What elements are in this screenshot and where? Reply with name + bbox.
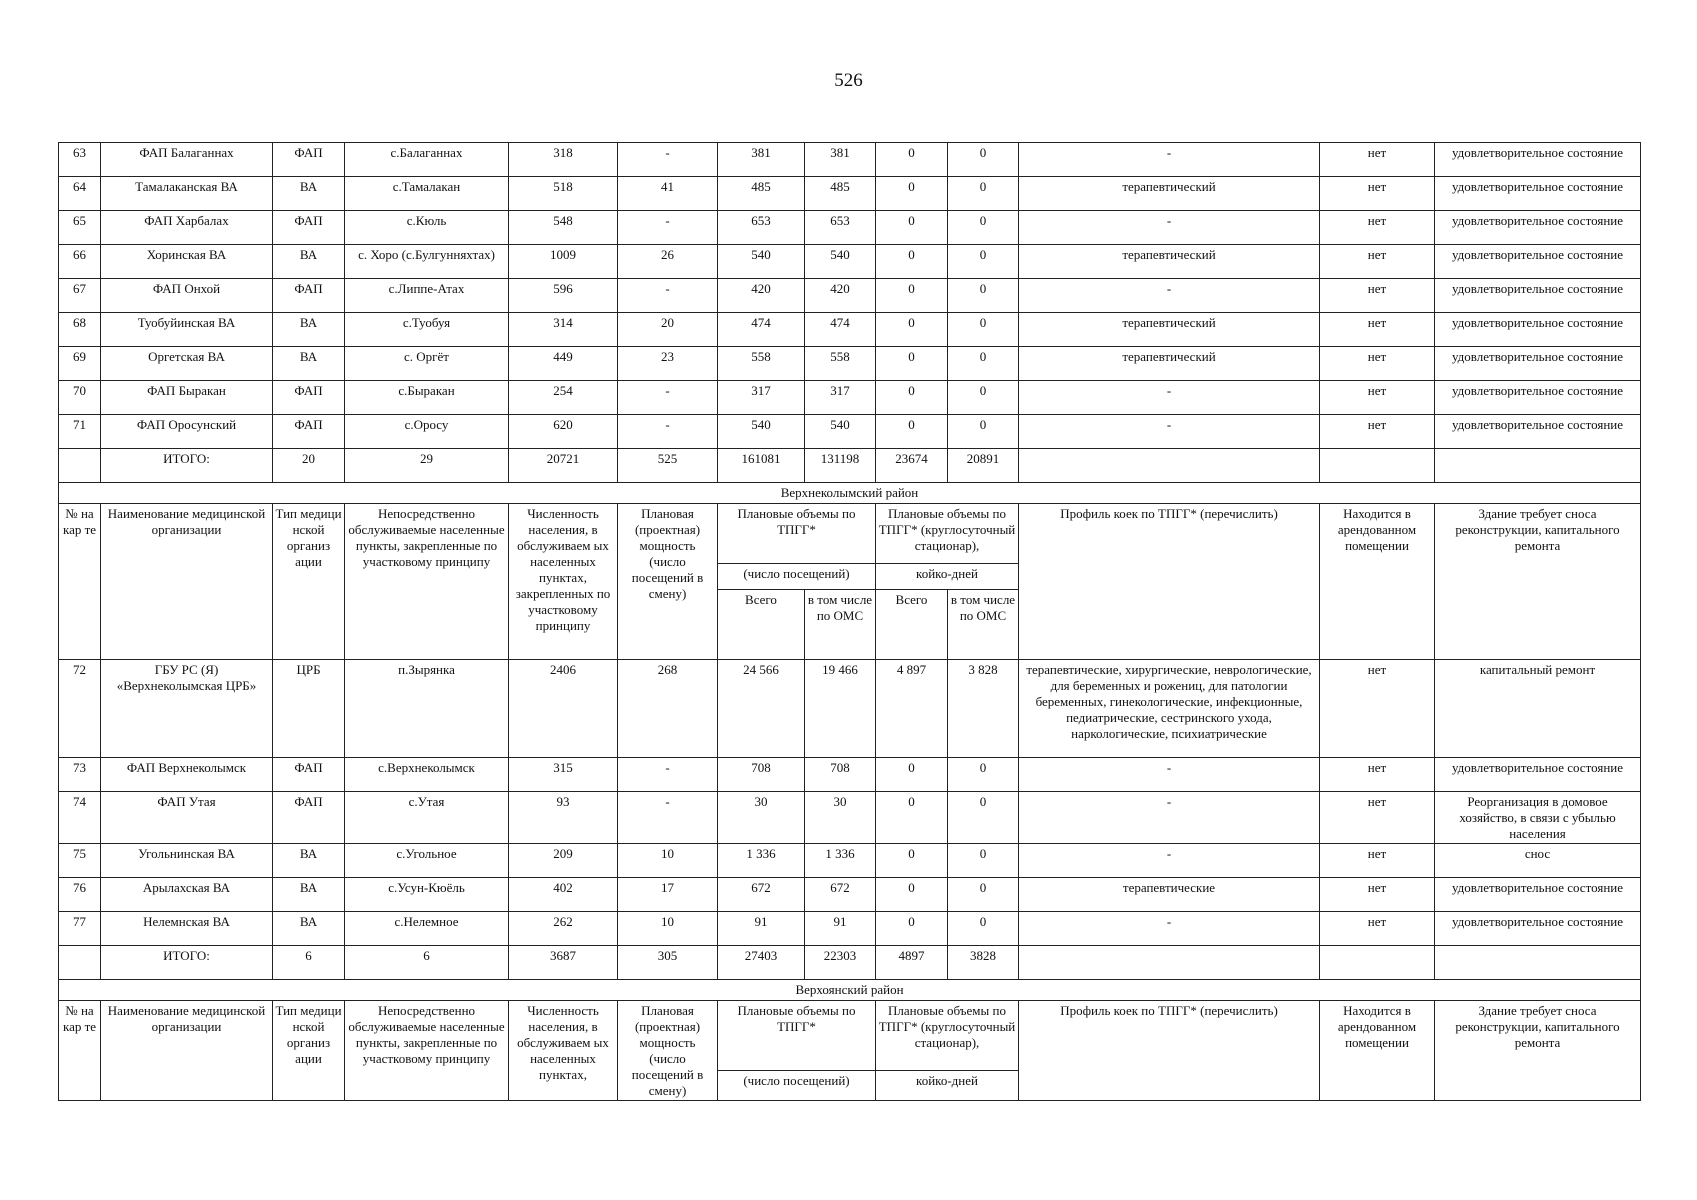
bed-days-oms: 0 bbox=[948, 211, 1019, 245]
bed-profile: терапевтический bbox=[1019, 347, 1320, 381]
bed-days-oms: 0 bbox=[948, 279, 1019, 313]
capacity: 10 bbox=[618, 912, 718, 946]
table-row bbox=[59, 660, 1641, 758]
visits-total: 540 bbox=[718, 415, 805, 449]
bed-days-oms: 0 bbox=[948, 313, 1019, 347]
organization-type: ЦРБ bbox=[273, 660, 345, 758]
table-row bbox=[59, 912, 1641, 946]
settlement: с.Быракан bbox=[345, 381, 509, 415]
organization-type: ВА bbox=[273, 912, 345, 946]
settlement: с.Кюль bbox=[345, 211, 509, 245]
col-header-type: Тип медици нской организ ации bbox=[273, 1001, 345, 1101]
population: 2406 bbox=[509, 660, 618, 758]
capacity: - bbox=[618, 143, 718, 177]
population: 315 bbox=[509, 758, 618, 792]
empty-cell bbox=[1435, 449, 1641, 483]
organization-name: Туобуйинская ВА bbox=[101, 313, 273, 347]
settlement: с.Оросу bbox=[345, 415, 509, 449]
rented-flag: нет bbox=[1320, 912, 1435, 946]
rented-flag: нет bbox=[1320, 279, 1435, 313]
total-bed-days: 23674 bbox=[876, 449, 948, 483]
total-visits: 27403 bbox=[718, 946, 805, 980]
visits-total: 708 bbox=[718, 758, 805, 792]
district-row bbox=[59, 980, 1641, 1001]
row-number: 64 bbox=[59, 177, 101, 211]
visits-oms: 19 466 bbox=[805, 660, 876, 758]
building-status: удовлетворительное состояние bbox=[1435, 313, 1641, 347]
table-row bbox=[59, 758, 1641, 792]
settlement: с.Липпе-Атах bbox=[345, 279, 509, 313]
population: 318 bbox=[509, 143, 618, 177]
population: 402 bbox=[509, 878, 618, 912]
table-row bbox=[59, 381, 1641, 415]
table-row bbox=[59, 313, 1641, 347]
organization-type: ФАП bbox=[273, 143, 345, 177]
bed-days-oms: 0 bbox=[948, 792, 1019, 844]
visits-total: 30 bbox=[718, 792, 805, 844]
organization-type: ВА bbox=[273, 878, 345, 912]
bed-profile: терапевтический bbox=[1019, 245, 1320, 279]
settlement: с.Верхнеколымск bbox=[345, 758, 509, 792]
table-row bbox=[59, 844, 1641, 878]
bed-profile: - bbox=[1019, 912, 1320, 946]
col-header-population: Численность населения, в обслуживаем ых населенных пунктах, bbox=[509, 1001, 618, 1101]
total-settlements: 6 bbox=[345, 946, 509, 980]
col-header-name: Наименование медицинской организации bbox=[101, 1001, 273, 1101]
visits-oms: 672 bbox=[805, 878, 876, 912]
col-header-bed-days: Плановые объемы по ТПГГ* (круглосуточный стационар), bbox=[876, 1001, 1019, 1071]
organization-name: Тамалаканская ВА bbox=[101, 177, 273, 211]
table-row bbox=[59, 792, 1641, 844]
visits-total: 1 336 bbox=[718, 844, 805, 878]
header-row bbox=[59, 1001, 1641, 1071]
rented-flag: нет bbox=[1320, 347, 1435, 381]
empty-cell bbox=[59, 946, 101, 980]
organization-name: Оргетская ВА bbox=[101, 347, 273, 381]
visits-total: 381 bbox=[718, 143, 805, 177]
capacity: - bbox=[618, 279, 718, 313]
bed-days-total: 0 bbox=[876, 415, 948, 449]
rented-flag: нет bbox=[1320, 143, 1435, 177]
table-row bbox=[59, 415, 1641, 449]
organization-type: ВА bbox=[273, 313, 345, 347]
organization-type: ФАП bbox=[273, 211, 345, 245]
row-number: 65 bbox=[59, 211, 101, 245]
row-number: 75 bbox=[59, 844, 101, 878]
settlement: п.Зырянка bbox=[345, 660, 509, 758]
organization-name: Нелемнская ВА bbox=[101, 912, 273, 946]
table-row bbox=[59, 211, 1641, 245]
total-visits-oms: 131198 bbox=[805, 449, 876, 483]
organization-name: ФАП Утая bbox=[101, 792, 273, 844]
bed-days-total: 0 bbox=[876, 313, 948, 347]
col-header-visits-unit: (число посещений) bbox=[718, 1070, 876, 1100]
col-header-rented: Находится в арендованном помещении bbox=[1320, 504, 1435, 660]
organization-type: ФАП bbox=[273, 415, 345, 449]
total-visits-oms: 22303 bbox=[805, 946, 876, 980]
settlement: с.Туобуя bbox=[345, 313, 509, 347]
col-header-building: Здание требует сноса реконструкции, капитального ремонта bbox=[1435, 1001, 1641, 1101]
total-bed-days-oms: 3828 bbox=[948, 946, 1019, 980]
total-bed-days-oms: 20891 bbox=[948, 449, 1019, 483]
population: 449 bbox=[509, 347, 618, 381]
visits-oms: 420 bbox=[805, 279, 876, 313]
building-status: удовлетворительное состояние bbox=[1435, 415, 1641, 449]
rented-flag: нет bbox=[1320, 381, 1435, 415]
bed-days-total: 0 bbox=[876, 758, 948, 792]
col-header-settlements: Непосредственно обслуживаемые населенные пункты, закрепленные по участковому принципу bbox=[345, 504, 509, 660]
bed-days-oms: 0 bbox=[948, 143, 1019, 177]
visits-oms: 30 bbox=[805, 792, 876, 844]
organization-name: Арылахская ВА bbox=[101, 878, 273, 912]
col-header-capacity: Плановая (проектная) мощность (число посещений в смену) bbox=[618, 1001, 718, 1101]
col-header-bed-days-unit: койко-дней bbox=[876, 1070, 1019, 1100]
settlement: с.Нелемное bbox=[345, 912, 509, 946]
building-status: Реорганизация в домовое хозяйство, в связи с убылью населения bbox=[1435, 792, 1641, 844]
rented-flag: нет bbox=[1320, 211, 1435, 245]
bed-days-total: 0 bbox=[876, 143, 948, 177]
visits-total: 653 bbox=[718, 211, 805, 245]
building-status: удовлетворительное состояние bbox=[1435, 878, 1641, 912]
bed-days-total: 4 897 bbox=[876, 660, 948, 758]
organization-type: ФАП bbox=[273, 381, 345, 415]
visits-total: 317 bbox=[718, 381, 805, 415]
rented-flag: нет bbox=[1320, 878, 1435, 912]
population: 209 bbox=[509, 844, 618, 878]
organization-name: ГБУ РС (Я) «Верхнеколымская ЦРБ» bbox=[101, 660, 273, 758]
settlement: с.Утая bbox=[345, 792, 509, 844]
organization-name: ФАП Харбалах bbox=[101, 211, 273, 245]
bed-profile: - bbox=[1019, 792, 1320, 844]
bed-profile: терапевтические, хирургические, неврологические, для беременных и рожениц, для патологии беременных, гинекологические, инфекционные, педиатрические, сестринского ухода, наркологические, психиатрические bbox=[1019, 660, 1320, 758]
organization-type: ВА bbox=[273, 844, 345, 878]
table-row bbox=[59, 347, 1641, 381]
organization-type: ФАП bbox=[273, 758, 345, 792]
page-number: 526 bbox=[834, 70, 863, 91]
organization-name: ФАП Онхой bbox=[101, 279, 273, 313]
col-header-number: № на кар те bbox=[59, 504, 101, 660]
building-status: удовлетворительное состояние bbox=[1435, 143, 1641, 177]
population: 518 bbox=[509, 177, 618, 211]
building-status: удовлетворительное состояние bbox=[1435, 758, 1641, 792]
rented-flag: нет bbox=[1320, 792, 1435, 844]
building-status: удовлетворительное состояние bbox=[1435, 245, 1641, 279]
visits-oms: 381 bbox=[805, 143, 876, 177]
empty-cell bbox=[1019, 449, 1320, 483]
visits-oms: 558 bbox=[805, 347, 876, 381]
empty-cell bbox=[59, 449, 101, 483]
settlement: с. Хоро (с.Булгунняхтах) bbox=[345, 245, 509, 279]
visits-total: 558 bbox=[718, 347, 805, 381]
bed-days-oms: 0 bbox=[948, 878, 1019, 912]
total-capacity: 525 bbox=[618, 449, 718, 483]
visits-total: 474 bbox=[718, 313, 805, 347]
capacity: - bbox=[618, 415, 718, 449]
col-header-visits-oms: в том числе по ОМС bbox=[805, 590, 876, 660]
total-label: ИТОГО: bbox=[101, 946, 273, 980]
col-header-number: № на кар те bbox=[59, 1001, 101, 1101]
population: 1009 bbox=[509, 245, 618, 279]
building-status: удовлетворительное состояние bbox=[1435, 912, 1641, 946]
row-number: 69 bbox=[59, 347, 101, 381]
col-header-capacity: Плановая (проектная) мощность (число посещений в смену) bbox=[618, 504, 718, 660]
building-status: капитальный ремонт bbox=[1435, 660, 1641, 758]
bed-days-total: 0 bbox=[876, 347, 948, 381]
table-row bbox=[59, 245, 1641, 279]
bed-days-oms: 0 bbox=[948, 177, 1019, 211]
row-number: 77 bbox=[59, 912, 101, 946]
bed-days-total: 0 bbox=[876, 381, 948, 415]
bed-profile: - bbox=[1019, 279, 1320, 313]
row-number: 68 bbox=[59, 313, 101, 347]
visits-oms: 540 bbox=[805, 245, 876, 279]
col-header-profile: Профиль коек по ТПГГ* (перечислить) bbox=[1019, 1001, 1320, 1101]
table-row bbox=[59, 878, 1641, 912]
row-number: 71 bbox=[59, 415, 101, 449]
capacity: 26 bbox=[618, 245, 718, 279]
bed-days-oms: 0 bbox=[948, 844, 1019, 878]
total-settlements: 29 bbox=[345, 449, 509, 483]
population: 254 bbox=[509, 381, 618, 415]
col-header-name: Наименование медицинской организации bbox=[101, 504, 273, 660]
organization-name: Хоринская ВА bbox=[101, 245, 273, 279]
bed-days-oms: 0 bbox=[948, 758, 1019, 792]
bed-days-total: 0 bbox=[876, 912, 948, 946]
bed-days-total: 0 bbox=[876, 792, 948, 844]
visits-total: 24 566 bbox=[718, 660, 805, 758]
district-row bbox=[59, 483, 1641, 504]
bed-days-oms: 3 828 bbox=[948, 660, 1019, 758]
total-bed-days: 4897 bbox=[876, 946, 948, 980]
visits-oms: 91 bbox=[805, 912, 876, 946]
bed-days-oms: 0 bbox=[948, 245, 1019, 279]
col-header-visits-unit: (число посещений) bbox=[718, 564, 876, 590]
capacity: - bbox=[618, 211, 718, 245]
capacity: 10 bbox=[618, 844, 718, 878]
settlement: с. Оргёт bbox=[345, 347, 509, 381]
population: 93 bbox=[509, 792, 618, 844]
bed-profile: терапевтические bbox=[1019, 878, 1320, 912]
total-label: ИТОГО: bbox=[101, 449, 273, 483]
empty-cell bbox=[1019, 946, 1320, 980]
visits-total: 485 bbox=[718, 177, 805, 211]
total-row bbox=[59, 449, 1641, 483]
bed-profile: терапевтический bbox=[1019, 313, 1320, 347]
capacity: 23 bbox=[618, 347, 718, 381]
capacity: 20 bbox=[618, 313, 718, 347]
population: 262 bbox=[509, 912, 618, 946]
bed-profile: - bbox=[1019, 143, 1320, 177]
empty-cell bbox=[1320, 946, 1435, 980]
building-status: удовлетворительное состояние bbox=[1435, 381, 1641, 415]
col-header-population: Численность населения, в обслуживаем ых населенных пунктах, закрепленных по участковому принципу bbox=[509, 504, 618, 660]
row-number: 63 bbox=[59, 143, 101, 177]
visits-oms: 708 bbox=[805, 758, 876, 792]
header-row bbox=[59, 504, 1641, 564]
total-type: 6 bbox=[273, 946, 345, 980]
visits-total: 672 bbox=[718, 878, 805, 912]
bed-profile: - bbox=[1019, 381, 1320, 415]
bed-days-total: 0 bbox=[876, 878, 948, 912]
table-row bbox=[59, 177, 1641, 211]
visits-oms: 317 bbox=[805, 381, 876, 415]
col-header-building: Здание требует сноса реконструкции, капитального ремонта bbox=[1435, 504, 1641, 660]
bed-days-oms: 0 bbox=[948, 381, 1019, 415]
bed-days-total: 0 bbox=[876, 245, 948, 279]
building-status: удовлетворительное состояние bbox=[1435, 347, 1641, 381]
building-status: удовлетворительное состояние bbox=[1435, 211, 1641, 245]
visits-total: 420 bbox=[718, 279, 805, 313]
visits-total: 91 bbox=[718, 912, 805, 946]
capacity: 17 bbox=[618, 878, 718, 912]
organization-name: ФАП Верхнеколымск bbox=[101, 758, 273, 792]
col-header-visits: Плановые объемы по ТПГГ* bbox=[718, 1001, 876, 1071]
table-row bbox=[59, 143, 1641, 177]
bed-days-oms: 0 bbox=[948, 415, 1019, 449]
population: 314 bbox=[509, 313, 618, 347]
capacity: 268 bbox=[618, 660, 718, 758]
visits-total: 540 bbox=[718, 245, 805, 279]
col-header-visits: Плановые объемы по ТПГГ* bbox=[718, 504, 876, 564]
row-number: 76 bbox=[59, 878, 101, 912]
bed-profile: - bbox=[1019, 758, 1320, 792]
row-number: 73 bbox=[59, 758, 101, 792]
visits-oms: 1 336 bbox=[805, 844, 876, 878]
organization-name: ФАП Быракан bbox=[101, 381, 273, 415]
medical-organizations-table bbox=[58, 142, 1641, 1101]
bed-profile: - bbox=[1019, 844, 1320, 878]
capacity: - bbox=[618, 792, 718, 844]
capacity: - bbox=[618, 758, 718, 792]
rented-flag: нет bbox=[1320, 844, 1435, 878]
rented-flag: нет bbox=[1320, 177, 1435, 211]
col-header-profile: Профиль коек по ТПГГ* (перечислить) bbox=[1019, 504, 1320, 660]
row-number: 66 bbox=[59, 245, 101, 279]
bed-days-total: 0 bbox=[876, 211, 948, 245]
capacity: 41 bbox=[618, 177, 718, 211]
building-status: удовлетворительное состояние bbox=[1435, 279, 1641, 313]
organization-type: ВА bbox=[273, 245, 345, 279]
row-number: 74 bbox=[59, 792, 101, 844]
total-type: 20 bbox=[273, 449, 345, 483]
total-capacity: 305 bbox=[618, 946, 718, 980]
rented-flag: нет bbox=[1320, 660, 1435, 758]
table-row bbox=[59, 279, 1641, 313]
population: 620 bbox=[509, 415, 618, 449]
population: 596 bbox=[509, 279, 618, 313]
col-header-bed-days-unit: койко-дней bbox=[876, 564, 1019, 590]
settlement: с.Усун-Кюёль bbox=[345, 878, 509, 912]
row-number: 72 bbox=[59, 660, 101, 758]
bed-profile: терапевтический bbox=[1019, 177, 1320, 211]
bed-days-total: 0 bbox=[876, 844, 948, 878]
rented-flag: нет bbox=[1320, 758, 1435, 792]
col-header-rented: Находится в арендованном помещении bbox=[1320, 1001, 1435, 1101]
district-title: Верхнеколымский район bbox=[59, 483, 1641, 504]
col-header-bed-days-total: Всего bbox=[876, 590, 948, 660]
organization-type: ВА bbox=[273, 177, 345, 211]
organization-type: ВА bbox=[273, 347, 345, 381]
empty-cell bbox=[1320, 449, 1435, 483]
visits-oms: 540 bbox=[805, 415, 876, 449]
bed-days-oms: 0 bbox=[948, 912, 1019, 946]
col-header-bed-days: Плановые объемы по ТПГГ* (круглосуточный стационар), bbox=[876, 504, 1019, 564]
col-header-type: Тип медици нской организ ации bbox=[273, 504, 345, 660]
building-status: снос bbox=[1435, 844, 1641, 878]
bed-days-total: 0 bbox=[876, 279, 948, 313]
organization-name: ФАП Балаганнах bbox=[101, 143, 273, 177]
visits-oms: 653 bbox=[805, 211, 876, 245]
total-population: 3687 bbox=[509, 946, 618, 980]
bed-profile: - bbox=[1019, 415, 1320, 449]
empty-cell bbox=[1435, 946, 1641, 980]
total-population: 20721 bbox=[509, 449, 618, 483]
district-title: Верхоянский район bbox=[59, 980, 1641, 1001]
organization-name: ФАП Оросунский bbox=[101, 415, 273, 449]
bed-days-oms: 0 bbox=[948, 347, 1019, 381]
col-header-visits-total: Всего bbox=[718, 590, 805, 660]
row-number: 70 bbox=[59, 381, 101, 415]
visits-oms: 474 bbox=[805, 313, 876, 347]
total-row bbox=[59, 946, 1641, 980]
row-number: 67 bbox=[59, 279, 101, 313]
population: 548 bbox=[509, 211, 618, 245]
capacity: - bbox=[618, 381, 718, 415]
col-header-settlements: Непосредственно обслуживаемые населенные пункты, закрепленные по участковому принципу bbox=[345, 1001, 509, 1101]
organization-type: ФАП bbox=[273, 279, 345, 313]
settlement: с.Тамалакан bbox=[345, 177, 509, 211]
settlement: с.Балаганнах bbox=[345, 143, 509, 177]
rented-flag: нет bbox=[1320, 415, 1435, 449]
building-status: удовлетворительное состояние bbox=[1435, 177, 1641, 211]
visits-oms: 485 bbox=[805, 177, 876, 211]
bed-profile: - bbox=[1019, 211, 1320, 245]
col-header-bed-days-oms: в том числе по ОМС bbox=[948, 590, 1019, 660]
bed-days-total: 0 bbox=[876, 177, 948, 211]
rented-flag: нет bbox=[1320, 313, 1435, 347]
total-visits: 161081 bbox=[718, 449, 805, 483]
settlement: с.Угольное bbox=[345, 844, 509, 878]
rented-flag: нет bbox=[1320, 245, 1435, 279]
organization-type: ФАП bbox=[273, 792, 345, 844]
organization-name: Угольнинская ВА bbox=[101, 844, 273, 878]
